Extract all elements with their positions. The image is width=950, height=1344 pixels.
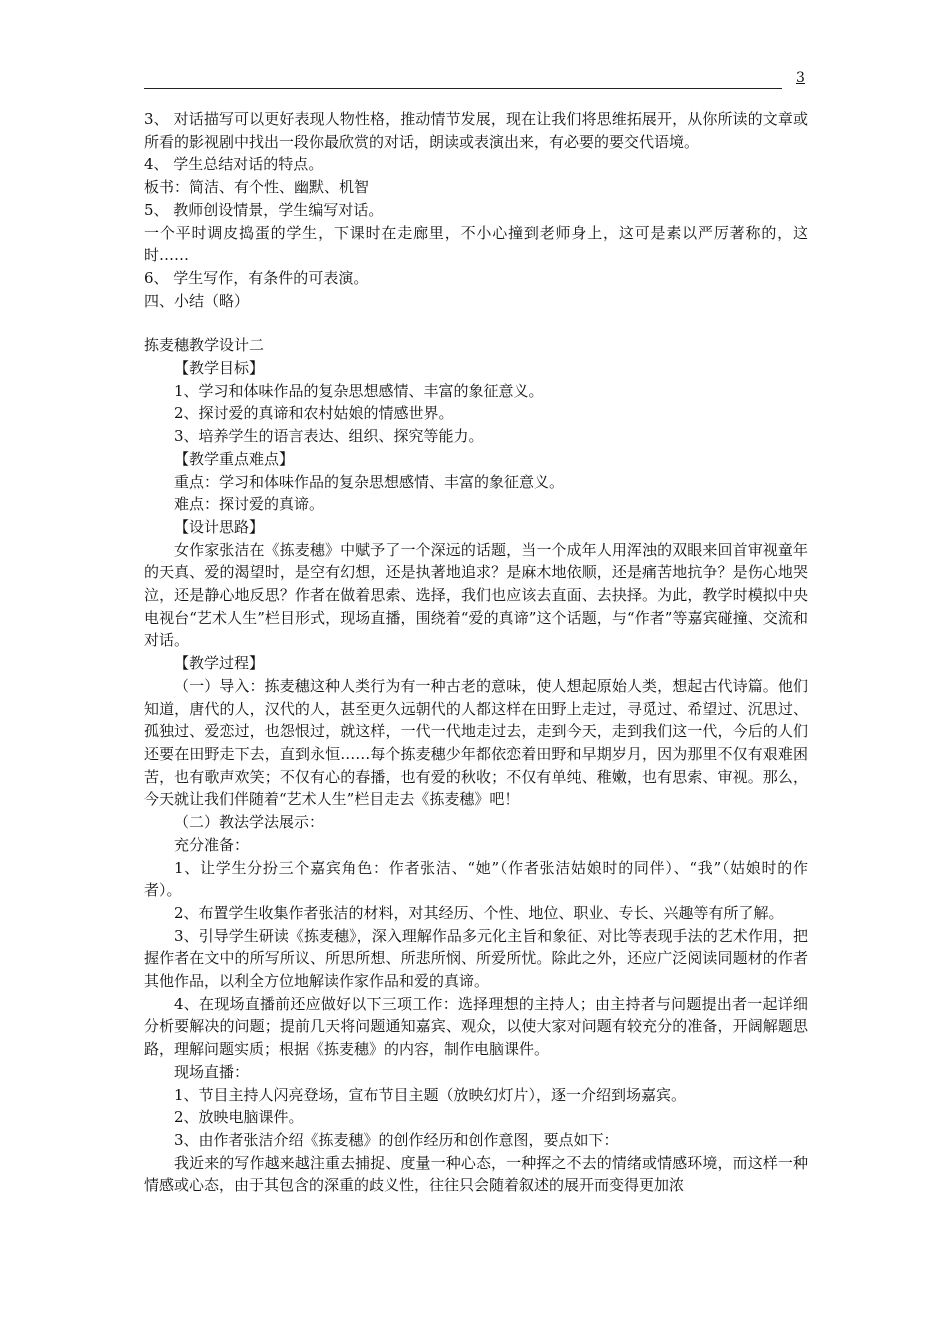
intro-paragraph: （一）导入：拣麦穗这种人类行为有一种古老的意味，使人想起原始人类，想起古代诗篇。他们知道，唐代的人，汉代的人，甚至更久远朝代的人都这样在田野上走过，寻觅过、希望过、沉思过、孤独过、爱恋过，也怨恨过，就这样，一代一代地走过去，走到今天，走到我们这一代，今后的人们还要在田野走下去，直到永恒……每个拣麦穗少年都依恋着田野和早期岁月，因为那里不仅有艰难困苦，也有歌声欢笑；不仅有心的春播，也有爱的秋收；不仅有单纯、稚嫩，也有思索、审视。那么，今天就让我们伴随着“艺术人生”栏目走去《拣麦穗》吧！ <box>144 676 808 809</box>
idea-heading: 【设计思路】 <box>174 517 265 536</box>
page-number: 3 <box>796 70 805 86</box>
keypoints-heading: 【教学重点难点】 <box>174 449 295 468</box>
goal-2: 2、探讨爱的真谛和农村姑娘的情感世界。 <box>174 404 454 423</box>
item-6: 6、 学生写作，有条件的可表演。 <box>144 268 369 287</box>
idea-paragraph: 女作家张洁在《拣麦穗》中赋予了一个深远的话题，当一个成年人用浑浊的双眼来回首审视童年的天真、爱的渴望时，是空有幻想，还是执著地追求？是麻木地依顺，还是痛苦地抗争？是伤心地哭泣，还是静心地反思？作者在做着思索、选择，我们也应该去直面、去抉择。为此，教学时模拟中央电视台“艺术人生”栏目形式，现场直播，围绕着“爱的真谛”这个话题，与“作者”等嘉宾碰撞、交流和对话。 <box>144 540 808 650</box>
keypoint-focus: 重点：学习和体味作品的复杂思想感情、丰富的象征意义。 <box>174 472 565 491</box>
summary-heading: 四、小结（略） <box>144 291 250 310</box>
design2-title: 拣麦穗教学设计二 <box>144 336 265 355</box>
goal-3: 3、培养学生的语言表达、组织、探究等能力。 <box>174 427 484 446</box>
live-item-2: 2、放映电脑课件。 <box>174 1108 304 1127</box>
methods-heading: （二）教法学法展示： <box>174 813 325 832</box>
item-4: 4、 学生总结对话的特点。 <box>144 155 324 174</box>
goals-heading: 【教学目标】 <box>174 359 265 378</box>
scenario-text: 一个平时调皮捣蛋的学生，下课时在走廊里，不小心撞到老师身上，这可是素以严厉著称的，这时…… <box>144 223 808 265</box>
live-item-3: 3、由作者张洁介绍《拣麦穗》的创作经历和创作意图，要点如下： <box>174 1130 619 1149</box>
item-5: 5、 教师创设情景，学生编写对话。 <box>144 200 384 219</box>
board-notes: 板书：简洁、有个性、幽默、机智 <box>144 178 370 197</box>
closing-paragraph: 我近来的写作越来越注重去捕捉、度量一种心态，一种挥之不去的情绪或情感环境，而这样一种情感或心态，由于其包含的深重的歧义性，往往只会随着叙述的展开而变得更加浓 <box>144 1153 808 1195</box>
prep-item-4: 4、在现场直播前还应做好以下三项工作：选择理想的主持人；由主持者与问题提出者一起详细分析要解决的问题；提前几天将问题通知嘉宾、观众，以使大家对问题有较充分的准备，开阔解题思路，理解问题实质；根据《拣麦穗》的内容，制作电脑课件。 <box>144 994 808 1059</box>
prep-item-2: 2、布置学生收集作者张洁的材料，对其经历、个性、地位、职业、专长、兴趣等有所了解。 <box>174 903 784 922</box>
prep-heading: 充分准备： <box>174 835 250 854</box>
prep-item-1: 1、让学生分扮三个嘉宾角色：作者张洁、“她”（作者张洁姑娘时的同伴）、“我”（姑娘时的作者）。 <box>144 858 808 900</box>
header-rule <box>144 88 782 89</box>
prep-item-3: 3、引导学生研读《拣麦穗》，深入理解作品多元化主旨和象征、对比等表现手法的艺术作用，把握作者在文中的所写所议、所思所想、所悲所悯、所爱所忧。除此之外，还应广泛阅读同题材的作者其他作品，以利全方位地解读作家作品和爱的真谛。 <box>144 926 808 991</box>
spacer <box>144 312 808 334</box>
live-item-1: 1、节目主持人闪亮登场，宣布节目主题（放映幻灯片），逐一介绍到场嘉宾。 <box>174 1085 687 1104</box>
body-text <box>144 108 808 1197</box>
live-heading: 现场直播： <box>174 1062 250 1081</box>
item-3: 3、 对话描写可以更好表现人物性格，推动情节发展，现在让我们将思维拓展开，从你所读的文章或所看的影视剧中找出一段你最欣赏的对话，朗读或表演出来，有必要的要交代语境。 <box>144 110 808 151</box>
goal-1: 1、学习和体味作品的复杂思想感情、丰富的象征意义。 <box>174 381 544 400</box>
keypoint-difficulty: 难点：探讨爱的真谛。 <box>174 495 325 514</box>
process-heading: 【教学过程】 <box>174 654 265 673</box>
